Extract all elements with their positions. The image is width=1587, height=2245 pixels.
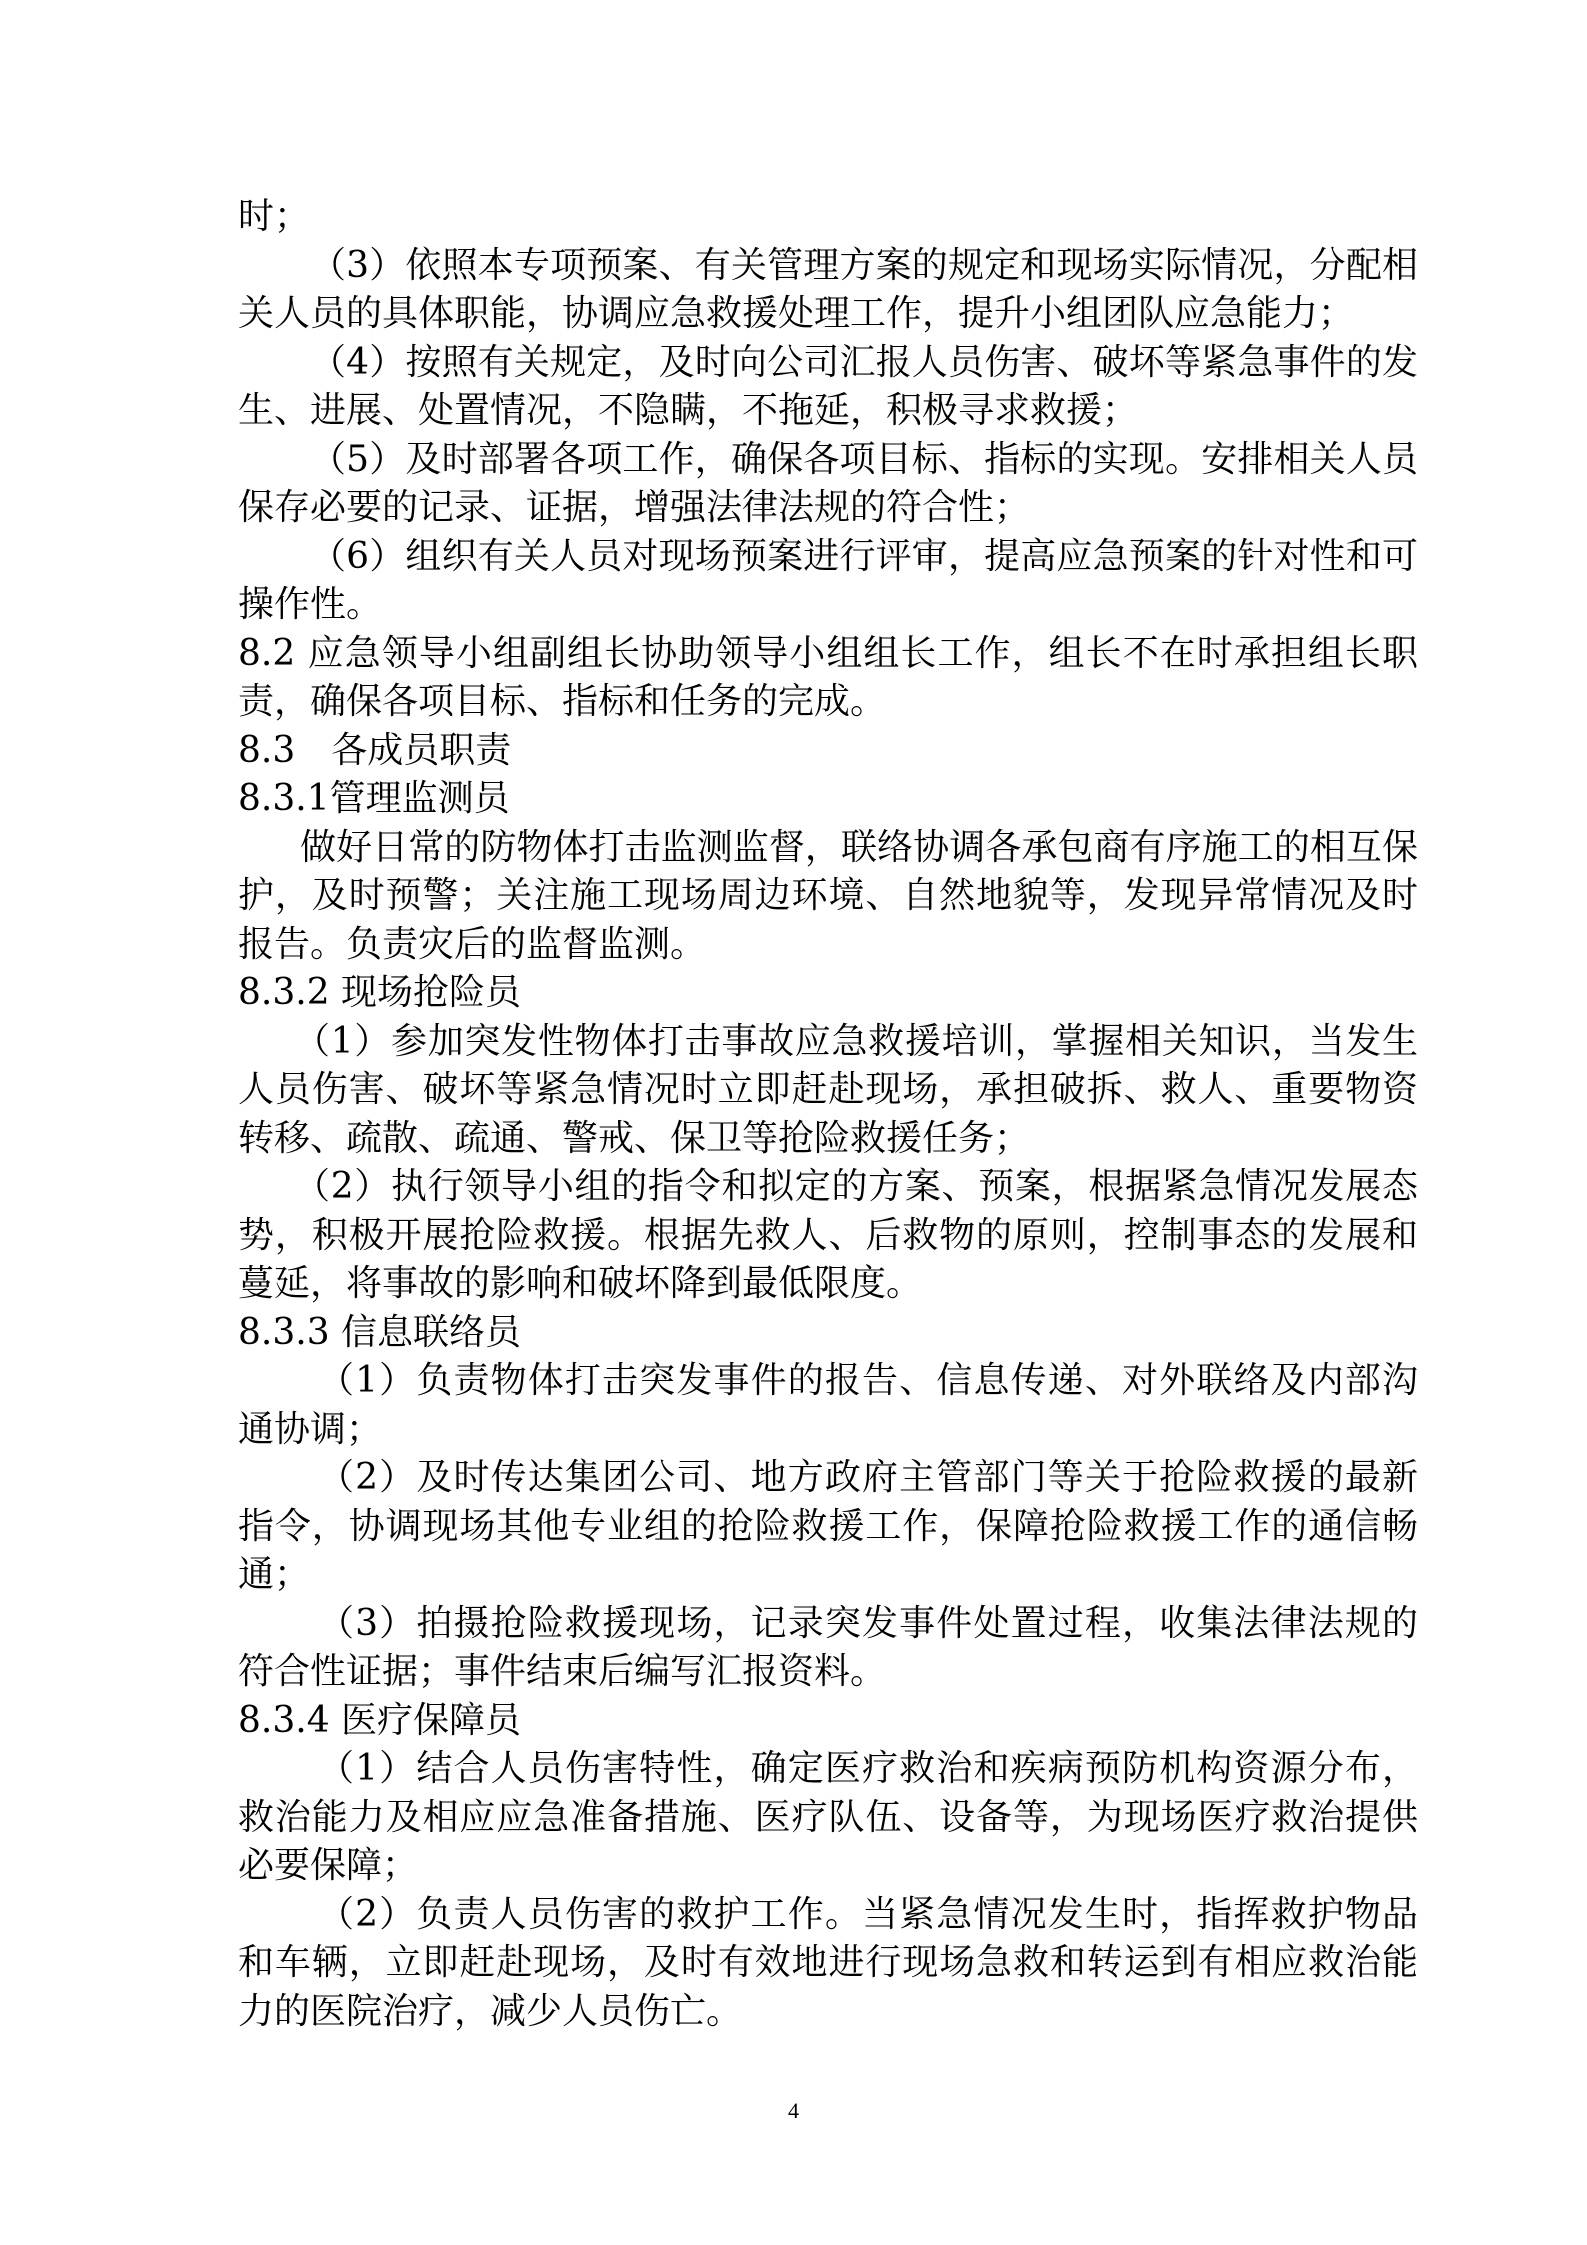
- section-8-2-paragraph: 8.2 应急领导小组副组长协助领导小组组长工作，组长不在时承担组长职责，确保各项目标、指标和任务的完成。: [238, 632, 1418, 722]
- liaison-item-2: （2）及时传达集团公司、地方政府主管部门等关于抢险救援的最新指令，协调现场其他专业组的抢险救援工作，保障抢险救援工作的通信畅通；: [238, 1457, 1418, 1595]
- medical-item-2: （2）负责人员伤害的救护工作。当紧急情况发生时，指挥救护物品和车辆，立即赶赴现场，及时有效地进行现场急救和转运到有相应救治能力的医院治疗，减少人员伤亡。: [238, 1893, 1418, 2032]
- subsection-8-3-1-paragraph: 做好日常的防物体打击监测监督，联络协调各承包商有序施工的相互保护，及时预警；关注施工现场周边环境、自然地貌等，发现异常情况及时报告。负责灾后的监督监测。: [238, 826, 1418, 965]
- liaison-item-1: （1）负责物体打击突发事件的报告、信息传递、对外联络及内部沟通协调；: [238, 1360, 1418, 1450]
- paragraph-continuation: 时；: [238, 196, 311, 237]
- subsection-8-3-1-heading: 8.3.1管理监测员: [238, 778, 510, 819]
- document-body: [238, 193, 1418, 2036]
- liaison-item-3: （3）拍摄抢险救援现场，记录突发事件处置过程，收集法律法规的符合性证据；事件结束后编写汇报资料。: [238, 1602, 1418, 1692]
- list-item-5: （5）及时部署各项工作，确保各项目标、指标的实现。安排相关人员保存必要的记录、证据，增强法律法规的符合性；: [238, 438, 1418, 528]
- rescue-item-2: （2）执行领导小组的指令和拟定的方案、预案，根据紧急情况发展态势，积极开展抢险救援。根据先救人、后救物的原则，控制事态的发展和蔓延，将事故的影响和破坏降到最低限度。: [238, 1166, 1418, 1304]
- subsection-8-3-4-heading: 8.3.4 医疗保障员: [238, 1699, 522, 1741]
- list-item-4: （4）按照有关规定，及时向公司汇报人员伤害、破坏等紧急事件的发生、进展、处置情况，不隐瞒，不拖延，积极寻求救援；: [238, 341, 1418, 431]
- rescue-item-1: （1）参加突发性物体打击事故应急救援培训，掌握相关知识，当发生人员伤害、破坏等紧急情况时立即赶赴现场，承担破拆、救人、重要物资转移、疏散、疏通、警戒、保卫等抢险救援任务；: [238, 1020, 1418, 1159]
- section-8-3-heading: 8.3 各成员职责: [238, 729, 512, 771]
- medical-item-1: （1）结合人员伤害特性，确定医疗救治和疾病预防机构资源分布，救治能力及相应应急准备措施、医疗队伍、设备等，为现场医疗救治提供必要保障；: [238, 1748, 1418, 1886]
- subsection-8-3-3-heading: 8.3.3 信息联络员: [238, 1311, 522, 1353]
- page-number: 4: [788, 2098, 799, 2123]
- list-item-6: （6）组织有关人员对现场预案进行评审，提高应急预案的针对性和可操作性。: [238, 535, 1418, 625]
- subsection-8-3-2-heading: 8.3.2 现场抢险员: [238, 972, 522, 1013]
- list-item-3: （3）依照本专项预案、有关管理方案的规定和现场实际情况，分配相关人员的具体职能，协调应急救援处理工作，提升小组团队应急能力；: [238, 244, 1418, 334]
